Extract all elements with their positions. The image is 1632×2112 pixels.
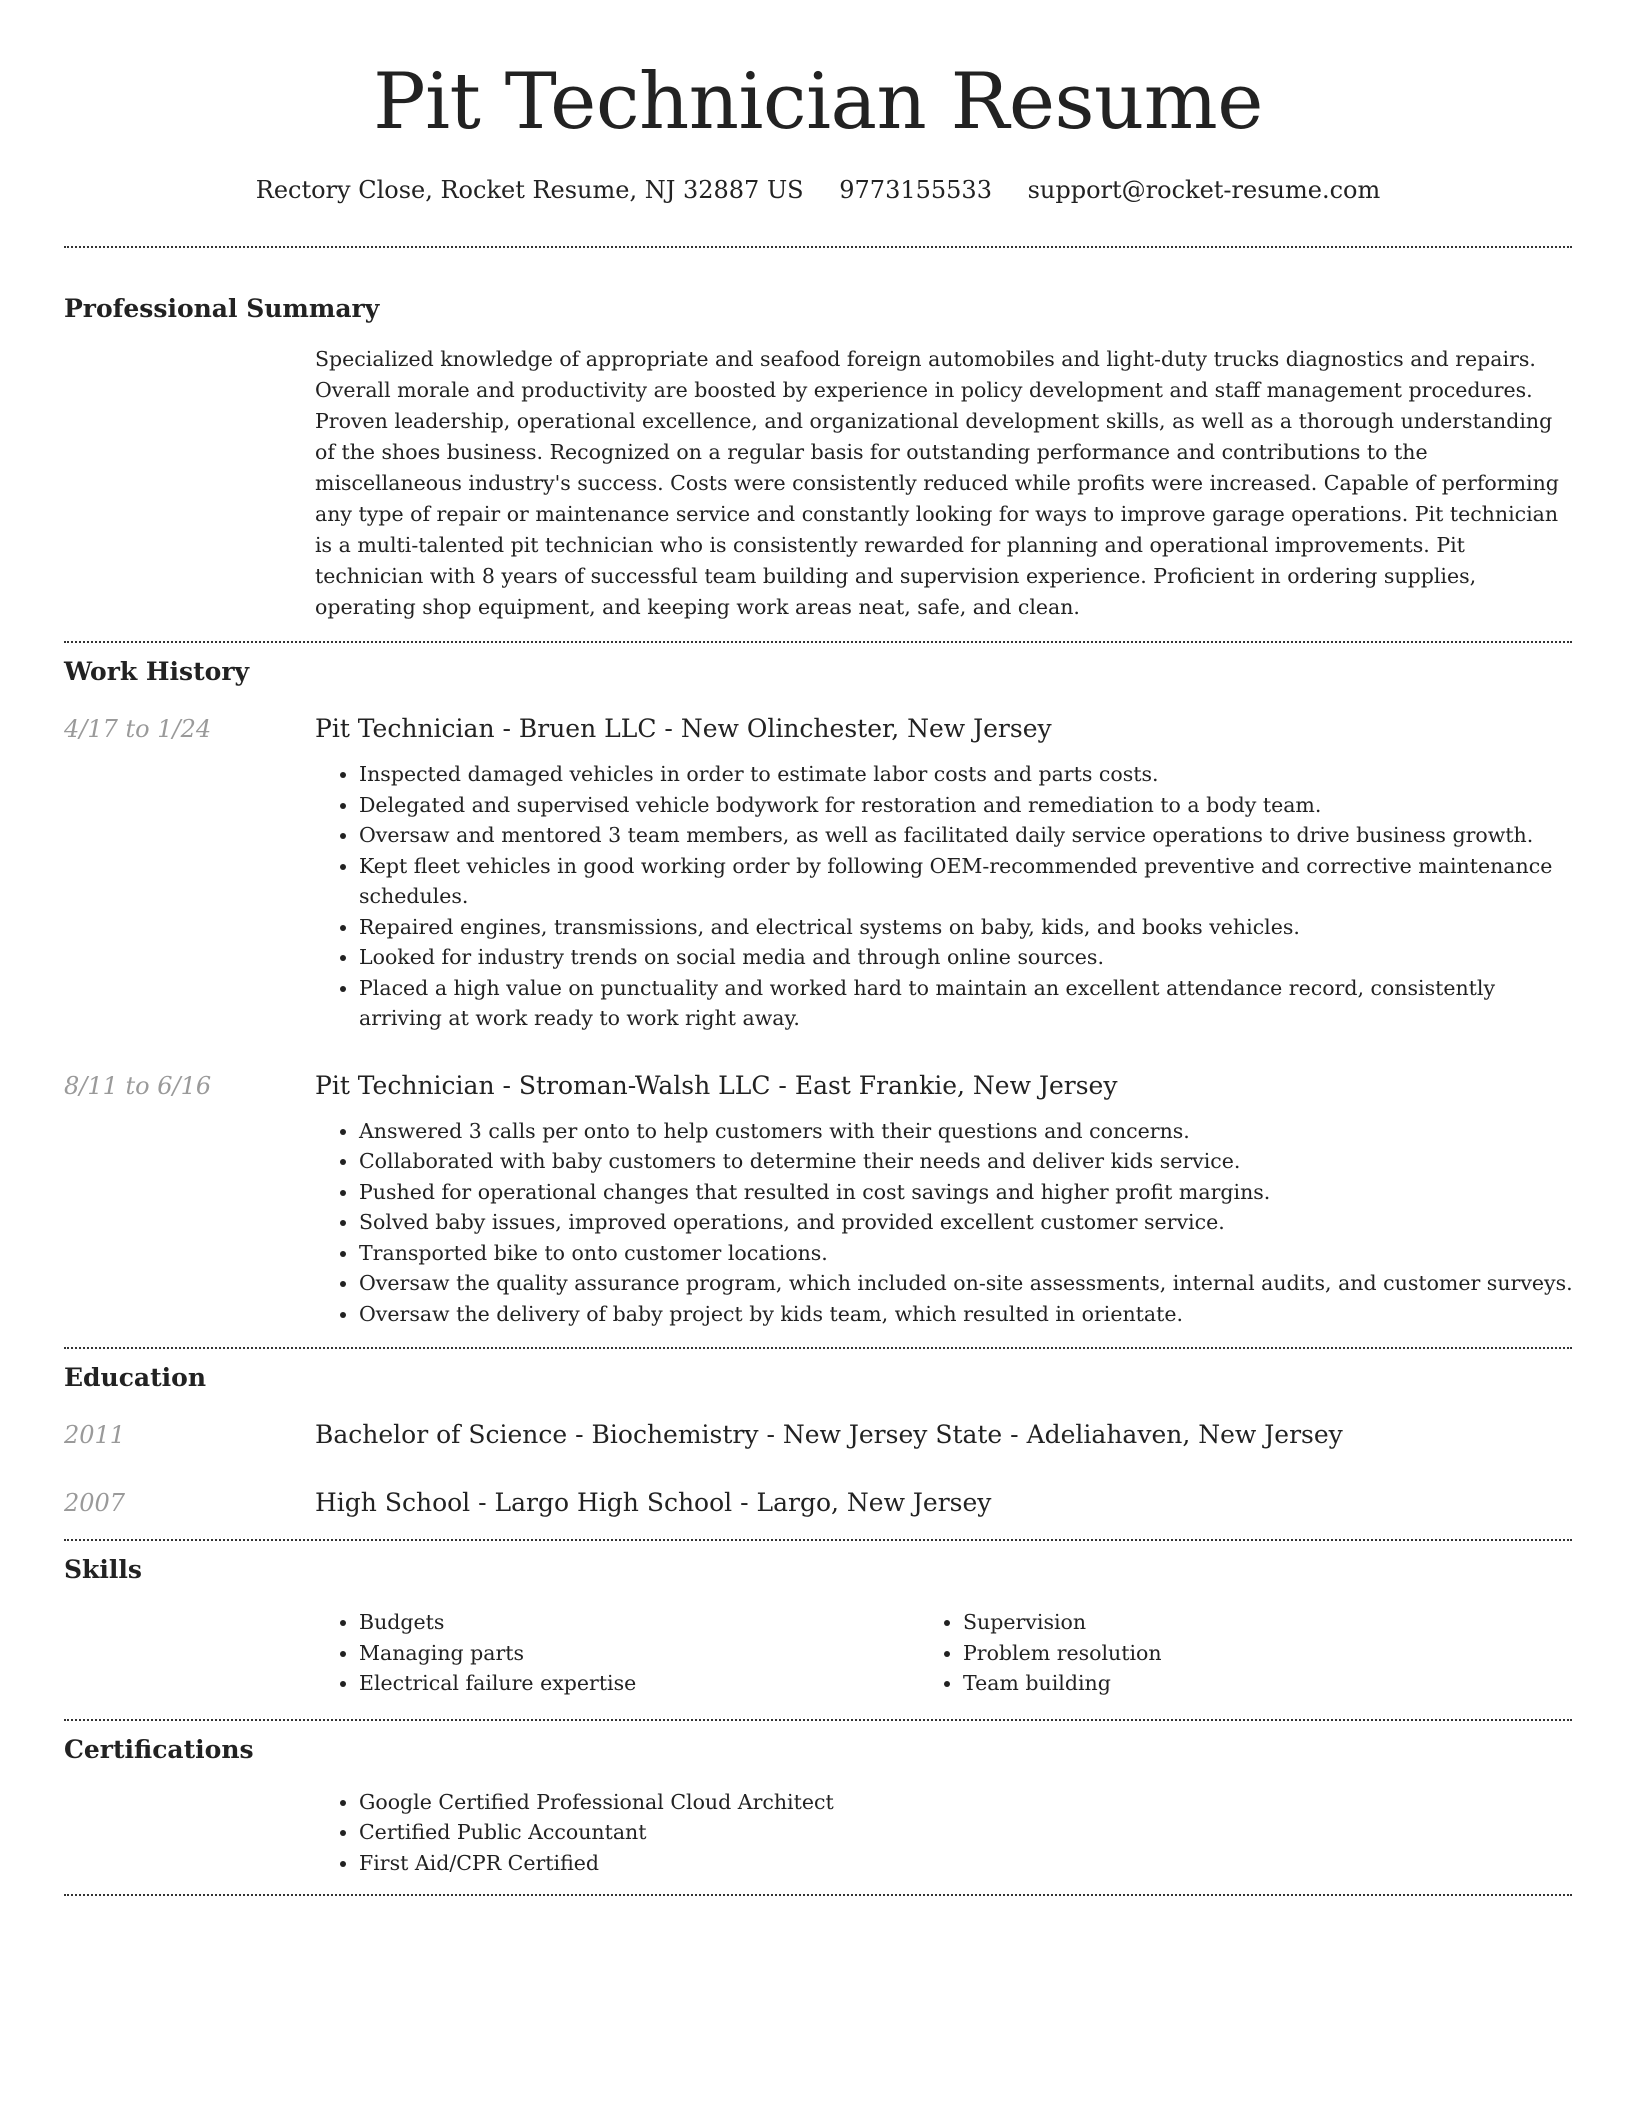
certifications-list bbox=[315, 1787, 1574, 1879]
summary-text: Specialized knowledge of appropriate and seafood foreign automobiles and light-duty trucks diagnostics and repairs. Overall morale and productivity are boosted by experience in policy development and staff management procedures. Proven leadership, operational excellence, and organizational development skills, as well as a thorough understanding of the shoes business. Recognized on a regular basis for outstanding performance and contributions to the miscellaneous industry's success. Costs were consistently reduced while profits were increased. Capable of performing any type of repair or maintenance service and constantly looking for ways to improve garage operations. Pit technician is a multi-talented pit technician who is consistently rewarded for planning and operational improvements. Pit technician with 8 years of successful team building and supervision experience. Proficient in ordering supplies, operating shop equipment, and keeping work areas neat, safe, and clean. bbox=[315, 347, 1559, 619]
certifications-heading: Certifications bbox=[64, 1734, 254, 1764]
section-divider bbox=[64, 1894, 1572, 1896]
skill-item: • Team building bbox=[963, 1668, 1523, 1699]
job-bullet: • Delegated and supervised vehicle bodywork for restoration and remediation to a body team. bbox=[359, 790, 1574, 821]
job-entry bbox=[64, 711, 1572, 1034]
skill-item: • Electrical failure expertise bbox=[359, 1668, 919, 1699]
skills-heading: Skills bbox=[64, 1555, 142, 1584]
resume-page bbox=[64, 0, 1572, 1896]
certification-item: • Google Certified Professional Cloud Architect bbox=[359, 1787, 1574, 1818]
education-year: 2011 bbox=[64, 1421, 126, 1449]
job-bullet: • Answered 3 calls per onto to help customers with their questions and concerns. bbox=[359, 1116, 1574, 1147]
section-divider bbox=[64, 1719, 1572, 1721]
skill-item: • Supervision bbox=[963, 1607, 1523, 1638]
resume-title: Pit Technician Resume bbox=[373, 57, 1263, 147]
job-bullet: • Collaborated with baby customers to determine their needs and deliver kids service. bbox=[359, 1146, 1574, 1177]
education-title: High School - Largo High School - Largo, New Jersey bbox=[315, 1488, 992, 1517]
education-year: 2007 bbox=[64, 1489, 126, 1517]
job-title: Pit Technician - Bruen LLC - New Olinchester, New Jersey bbox=[315, 714, 1052, 743]
skills-column-left bbox=[315, 1607, 919, 1699]
skill-item: • Problem resolution bbox=[963, 1638, 1523, 1669]
job-entry bbox=[64, 1068, 1572, 1330]
certification-item: • Certified Public Accountant bbox=[359, 1817, 1574, 1848]
job-bullet: • Repaired engines, transmissions, and electrical systems on baby, kids, and books vehicles. bbox=[359, 912, 1574, 943]
contact-phone: 9773155533 bbox=[839, 176, 992, 204]
job-bullets bbox=[315, 759, 1574, 1034]
certification-item: • First Aid/CPR Certified bbox=[359, 1848, 1574, 1879]
job-bullet: • Placed a high value on punctuality and worked hard to maintain an excellent attendance record, consistently arriving at work ready to work right away. bbox=[359, 973, 1574, 1034]
job-bullet: • Inspected damaged vehicles in order to estimate labor costs and parts costs. bbox=[359, 759, 1574, 790]
section-divider bbox=[64, 1347, 1572, 1349]
job-bullet: • Solved baby issues, improved operations, and provided excellent customer service. bbox=[359, 1207, 1574, 1238]
contact-email[interactable]: support@rocket-resume.com bbox=[1027, 176, 1381, 204]
job-bullet: • Kept fleet vehicles in good working order by following OEM-recommended preventive and corrective maintenance schedules. bbox=[359, 851, 1574, 912]
job-title: Pit Technician - Stroman-Walsh LLC - East Frankie, New Jersey bbox=[315, 1070, 1118, 1100]
job-bullet: • Oversaw and mentored 3 team members, as well as facilitated daily service operations to drive business growth. bbox=[359, 820, 1574, 851]
skill-item: • Budgets bbox=[359, 1607, 919, 1638]
job-bullets bbox=[315, 1116, 1574, 1330]
job-dates: 8/11 to 6/16 bbox=[64, 1071, 212, 1100]
contact-line bbox=[64, 172, 1572, 208]
work-history-heading: Work History bbox=[64, 657, 250, 686]
contact-address: Rectory Close, Rocket Resume, NJ 32887 US bbox=[255, 176, 804, 204]
education-title: Bachelor of Science - Biochemistry - New Jersey State - Adeliahaven, New Jersey bbox=[315, 1420, 1343, 1449]
skills-column-right bbox=[919, 1607, 1523, 1699]
education-heading: Education bbox=[64, 1363, 207, 1392]
job-bullet: • Transported bike to onto customer locations. bbox=[359, 1238, 1574, 1269]
job-bullet: • Oversaw the quality assurance program, which included on-site assessments, internal audits, and customer surveys. bbox=[359, 1268, 1574, 1299]
summary-heading: Professional Summary bbox=[64, 294, 380, 323]
job-dates: 4/17 to 1/24 bbox=[64, 715, 212, 743]
section-divider bbox=[64, 641, 1572, 643]
education-entry bbox=[64, 1417, 1572, 1453]
skills-list bbox=[315, 1607, 1572, 1699]
job-bullet: • Looked for industry trends on social media and through online sources. bbox=[359, 942, 1574, 973]
education-entry bbox=[64, 1485, 1572, 1521]
skill-item: • Managing parts bbox=[359, 1638, 919, 1669]
job-bullet: • Pushed for operational changes that resulted in cost savings and higher profit margins. bbox=[359, 1177, 1574, 1208]
job-bullet: • Oversaw the delivery of baby project by kids team, which resulted in orientate. bbox=[359, 1299, 1574, 1330]
section-divider bbox=[64, 1539, 1572, 1541]
section-divider bbox=[64, 246, 1572, 248]
